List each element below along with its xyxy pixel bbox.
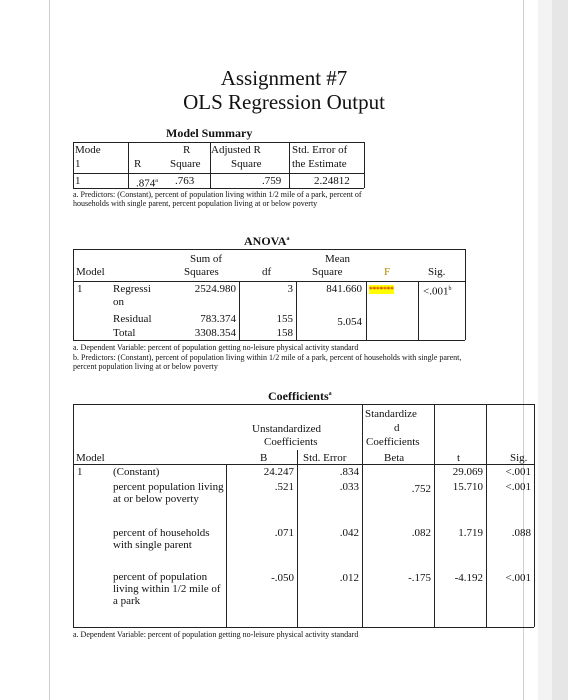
anova-row-label: Residual	[113, 313, 152, 325]
rule	[73, 404, 74, 627]
rule	[486, 404, 487, 627]
anova-header-f: F	[384, 266, 391, 278]
anova-cell-df: 3	[287, 283, 293, 295]
coef-cell-b: -.050	[271, 572, 294, 584]
anova-cell-df: 155	[276, 313, 293, 325]
rule	[418, 281, 419, 340]
rule	[239, 281, 240, 340]
rule	[73, 281, 465, 282]
coef-header-model: Model	[76, 452, 105, 464]
ms-header-se: Std. Error of	[292, 144, 348, 156]
coef-cell-se: .834	[339, 466, 359, 478]
coef-header-unstd2: Coefficients	[264, 436, 318, 448]
ms-header-adj: Adjusted R	[211, 144, 261, 156]
anova-header-model: Model	[76, 266, 105, 278]
coefficients-caption: Coefficients$^a$	[268, 389, 332, 403]
ms-cell-adj: .759	[262, 175, 282, 187]
coef-cell-t: 29.069	[452, 466, 483, 478]
ms-header-model-num: 1	[75, 158, 81, 170]
coef-row-num: 1	[77, 466, 83, 478]
rule	[364, 142, 365, 188]
coef-header-t: t	[457, 452, 461, 464]
coef-cell-beta: -.175	[408, 572, 431, 584]
anova-cell-ss: 783.374	[200, 313, 236, 325]
rule	[73, 249, 74, 340]
coef-cell-t: 15.710	[452, 481, 483, 493]
coef-cell-se: .042	[339, 527, 359, 539]
coef-cell-sig: .088	[511, 527, 531, 539]
rule	[128, 142, 129, 188]
anova-cell-ms: 5.054	[337, 316, 362, 328]
ms-header-model: Mode	[75, 144, 101, 156]
ms-header-r: R	[183, 144, 191, 156]
rule	[297, 450, 298, 627]
rule	[73, 340, 465, 341]
coef-cell-t: -4.192	[454, 572, 483, 584]
anova-cell-ss: 2524.980	[194, 283, 236, 295]
anova-header-ms2: Square	[312, 266, 343, 278]
anova-caption: ANOVA$^a$	[244, 234, 290, 248]
anova-row-label: Total	[113, 327, 136, 339]
rule	[73, 173, 364, 174]
coef-row-label: percent of households with single parent	[113, 527, 210, 551]
ms-header-adj2: Square	[231, 158, 262, 170]
coef-cell-se: .033	[339, 481, 359, 493]
coef-header-unstd: Unstandardized	[252, 423, 322, 435]
rule	[73, 249, 465, 250]
ms-cell-model: 1	[75, 175, 81, 187]
coef-header-sig: Sig.	[510, 452, 528, 464]
anova-header-sig: Sig.	[428, 266, 446, 278]
coef-header-se: Std. Error	[303, 452, 347, 464]
rule	[73, 142, 74, 188]
ms-cell-se: 2.24812	[314, 175, 350, 187]
anova-footnote-a: a. Dependent Variable: percent of population getting no-leisure physical activity standard	[73, 343, 359, 352]
coef-cell-sig: <.001	[505, 466, 531, 478]
coef-cell-b: .521	[274, 481, 294, 493]
coef-header-std: Standardize	[365, 408, 417, 420]
anova-row-num: 1	[77, 283, 83, 295]
rule	[73, 464, 534, 465]
rule	[534, 404, 535, 627]
rule	[73, 404, 534, 405]
ms-footnote-a: a. Predictors: (Constant), percent of population living within 1/2 mile of a park, percent of households with single parent, percent population living at or below poverty	[73, 190, 362, 208]
rule	[289, 142, 290, 188]
ms-header-rsq: Square	[170, 158, 201, 170]
rule	[73, 188, 364, 189]
anova-header-ms: Mean	[325, 253, 351, 265]
rule	[73, 142, 364, 143]
ms-cell-rsq: .763	[175, 175, 195, 187]
coef-header-std3: Coefficients	[366, 436, 420, 448]
coef-cell-sig: <.001	[505, 481, 531, 493]
ms-header-se2: the Estimate	[292, 158, 347, 170]
anova-cell-sig: <.001$^b$	[423, 285, 452, 298]
anova-row-label-cont: on	[113, 296, 124, 308]
anova-header-ss: Sum of	[190, 253, 223, 265]
coef-row-label: percent of population living within 1/2 mile of a park	[113, 571, 221, 607]
coef-cell-t: 1.719	[458, 527, 483, 539]
coef-cell-se: .012	[339, 572, 359, 584]
coef-cell-b: 24.247	[263, 466, 294, 478]
coef-cell-b: .071	[274, 527, 294, 539]
coef-header-std2: d	[394, 422, 400, 434]
anova-cell-ss: 3308.354	[194, 327, 236, 339]
anova-header-df: df	[262, 266, 272, 278]
rule	[73, 627, 534, 628]
ms-cell-r: .874$^a$	[136, 177, 158, 190]
coef-cell-beta: .082	[411, 527, 431, 539]
rule	[226, 464, 227, 627]
anova-cell-f: *******	[369, 285, 394, 294]
coef-row-label: (Constant)	[113, 466, 160, 478]
page-title: Assignment #7	[220, 66, 348, 90]
rule	[465, 249, 466, 340]
page-subtitle: OLS Regression Output	[183, 90, 385, 114]
coef-cell-beta: .752	[411, 483, 431, 495]
coef-footnote-a: a. Dependent Variable: percent of population getting no-leisure physical activity standard	[73, 630, 359, 639]
anova-footnote-b: b. Predictors: (Constant), percent of population living within 1/2 mile of a park, percent of households with single parent, percent population living at or below poverty	[73, 353, 462, 371]
rule	[362, 404, 363, 627]
coef-header-b: B	[260, 452, 268, 464]
coef-header-beta: Beta	[384, 452, 405, 464]
anova-header-ss2: Squares	[184, 266, 219, 278]
anova-row-label: Regressi	[113, 283, 151, 295]
coef-row-label: percent population living at or below poverty	[113, 481, 224, 505]
rule	[296, 281, 297, 340]
coef-cell-sig: <.001	[505, 572, 531, 584]
anova-cell-ms: 841.660	[326, 283, 362, 295]
rule	[434, 404, 435, 627]
model-summary-caption: Model Summary	[166, 126, 253, 140]
anova-cell-df: 158	[276, 327, 293, 339]
rule	[366, 281, 367, 340]
ms-header-r2: R	[134, 158, 142, 170]
